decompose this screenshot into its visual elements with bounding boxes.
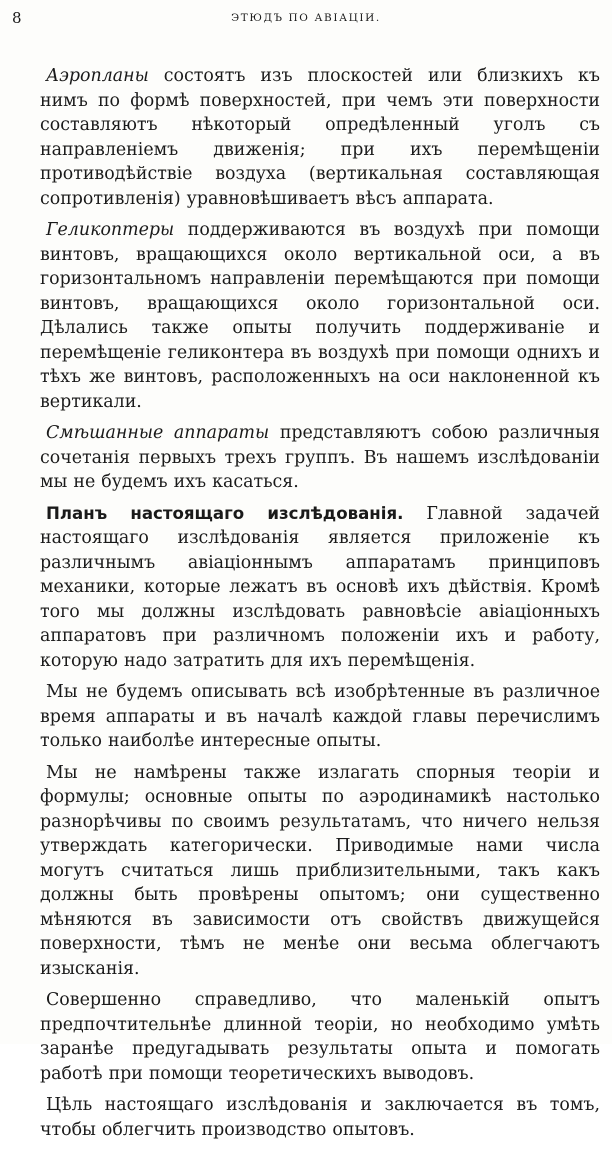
term-italic: Смѣшанные аппараты [46,423,270,443]
term-italic: Аэропланы [46,66,149,86]
paragraph [40,1093,600,1142]
paragraph-text: Совершенно справедливо, что маленькій опытъ предпочтительнѣе длинной теоріи, но необходимо умѣть заранѣе предугадывать результаты опыта и помогать работѣ при помощи теоретическихъ выводовъ. [40,990,600,1084]
running-title: ЭТЮДЪ ПО АВІАЦІИ. [231,12,381,24]
paragraph [40,680,600,754]
running-head [12,8,600,32]
paragraph [40,421,600,495]
section-heading: Планъ настоящаго изслѣдованія. [46,503,404,523]
paragraph-text: Главной задачей настоящаго изслѣдованія является приложеніе къ различнымъ авіаціоннымъ аппаратамъ принциповъ механики, которые лежатъ въ основѣ ихъ дѣйствія. Кромѣ того мы должны изслѣдовать равновѣсіе авіаціонныхъ аппаратовъ при различномъ положеніи ихъ и работу, которую надо затратить для ихъ перемѣщенія. [40,503,600,671]
paragraph-text: поддерживаются въ воздухѣ при помощи винтовъ, вращающихся около вертикальной оси, а въ горизонтальномъ направленіи перемѣщаются при помощи винтовъ, вращающихся около горизонтальной оси. Дѣлались также опыты получить поддерживаніе и перемѣщеніе геликонтера въ воздухѣ при помощи однихъ и тѣхъ же винтовъ, расположенныхъ на оси наклоненной къ вертикали. [40,220,600,412]
paragraph [40,64,600,211]
term-italic: Геликоптеры [46,220,175,240]
paragraph [40,218,600,414]
paragraph-text: состоятъ изъ плоскостей или близкихъ къ нимъ по формѣ поверхностей, при чемъ эти поверхности составляютъ нѣкоторый опредѣленный уголъ съ направленіемъ движенія; при ихъ перемѣщеніи противодѣйствіе воздуха (вертикальная составляющая сопротивленія) уравновѣшиваетъ вѣсъ аппарата. [40,66,600,209]
paragraph-text: представляютъ собою различныя сочетанія первыхъ трехъ группъ. Въ нашемъ изслѣдованіи мы не будемъ ихъ касаться. [40,423,600,492]
paragraph [40,502,600,674]
page-number: 8 [12,9,22,27]
paragraph [40,988,600,1086]
paragraph [40,761,600,982]
paragraph-text: Цѣль настоящаго изслѣдованія и заключается въ томъ, чтобы облегчить производство опытовъ. [40,1095,600,1140]
paragraph-text: Мы не будемъ описывать всѣ изобрѣтенные въ различное время аппараты и въ началѣ каждой главы перечислимъ только наиболѣе интересные опыты. [40,682,600,751]
paragraph-text: Мы не намѣрены также излагать спорныя теоріи и формулы; основные опыты по аэродинамикѣ настолько разнорѣчивы по своимъ результатамъ, что ничего нельзя утверждать категорически. Приводимые нами числа могутъ считаться лишь приблизительными, такъ какъ должны быть провѣрены опытомъ; они существенно мѣняются въ зависимости отъ свойствъ движущейся поверхности, тѣмъ не менѣе они весьма облегчаютъ изысканія. [40,762,600,979]
body-text [40,64,600,1149]
